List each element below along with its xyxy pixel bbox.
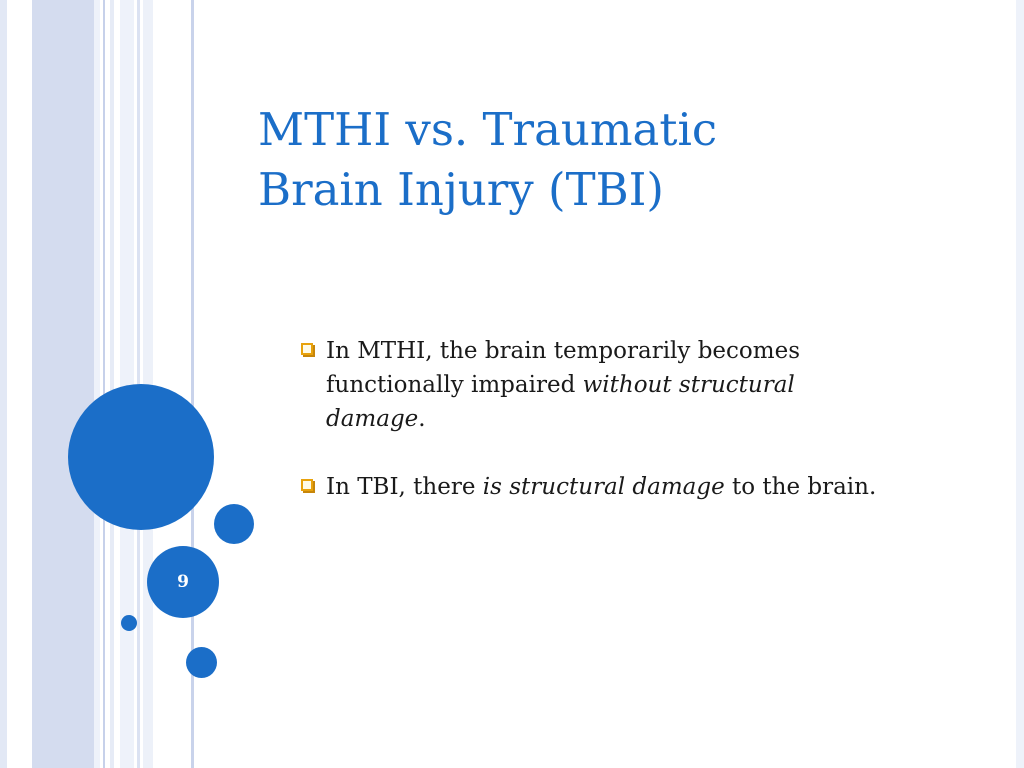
decorative-circle-small <box>121 615 137 631</box>
square-bullet-icon <box>301 343 313 355</box>
square-bullet-icon <box>301 479 313 491</box>
slide-title <box>258 100 958 220</box>
decorative-circle-large <box>68 384 214 530</box>
bullet-list <box>298 334 898 538</box>
decorative-stripe <box>110 0 114 768</box>
decorative-stripe <box>94 0 100 768</box>
bullet-text-end: . <box>418 406 426 432</box>
slide-title-line-2: Brain Injury (TBI) <box>258 163 664 216</box>
decorative-circle-medium <box>214 504 254 544</box>
page-number: 9 <box>177 572 189 592</box>
decorative-stripe <box>1016 0 1024 768</box>
slide-title-line-1: MTHI vs. Traumatic <box>258 103 718 156</box>
bullet-text-end: to the brain. <box>724 474 877 500</box>
decorative-stripe <box>103 0 105 768</box>
bullet-text: In MTHI, the brain temporarily becomes functionally impaired <box>326 338 800 398</box>
bullet-text: In TBI, there <box>326 474 483 500</box>
decorative-circle-bottom <box>186 647 217 678</box>
bullet-emphasis: without structural damage <box>326 372 795 432</box>
decorative-stripe <box>0 0 7 768</box>
bullet-emphasis: is structural damage <box>482 474 725 500</box>
bullet-item <box>298 470 898 504</box>
decorative-stripe <box>32 0 94 768</box>
bullet-item <box>298 334 898 436</box>
